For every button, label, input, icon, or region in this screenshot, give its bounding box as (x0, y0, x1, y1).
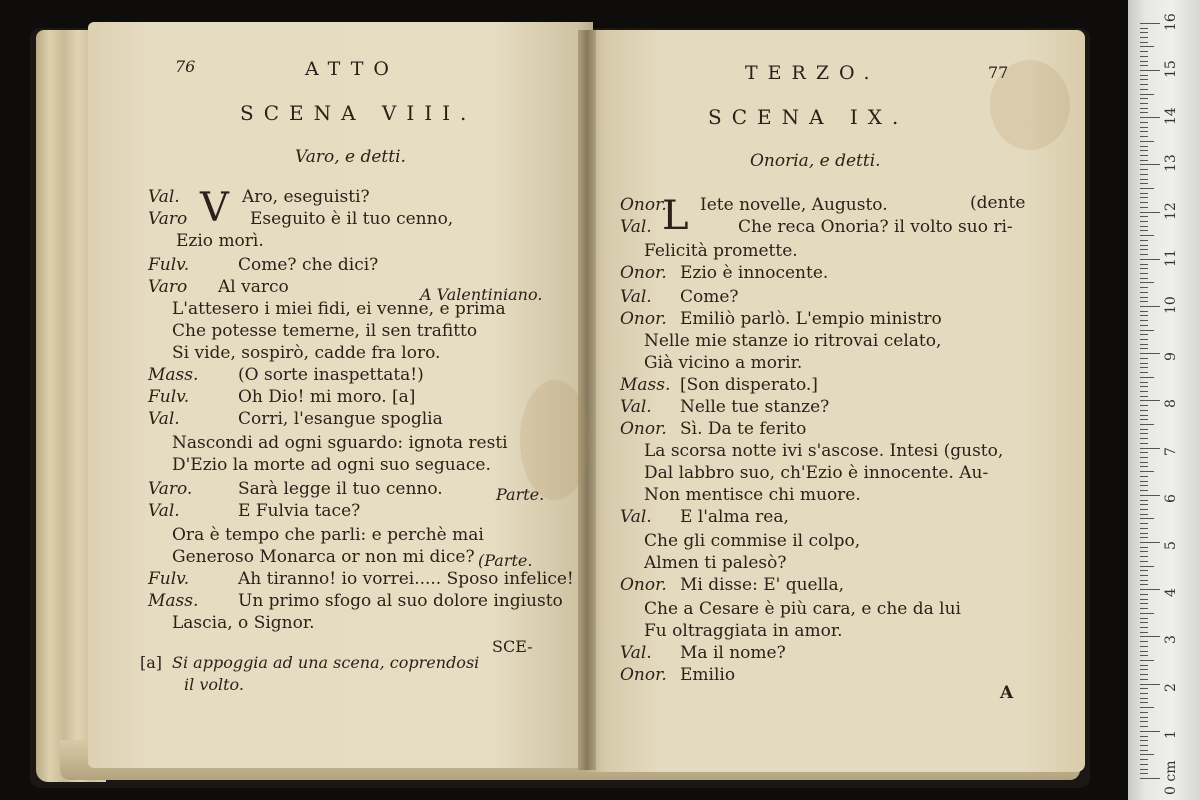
speaker-name: Fulv. (148, 255, 190, 275)
dialogue-line: Lascia, o Signor. (172, 613, 315, 633)
right-running-head: TERZO. (745, 62, 880, 84)
ruler-tick (1140, 764, 1148, 765)
ruler-tick (1140, 646, 1148, 647)
ruler-tick (1140, 669, 1148, 670)
ruler-tick (1140, 287, 1148, 288)
ruler-tick (1140, 580, 1148, 581)
ruler-tick (1140, 603, 1148, 604)
ruler-tick (1140, 301, 1148, 302)
ruler-tick (1140, 717, 1148, 718)
ruler-label: 11 (1163, 248, 1179, 267)
ruler-tick (1140, 188, 1154, 189)
ruler-tick (1140, 150, 1148, 151)
ruler-tick (1140, 183, 1148, 184)
ruler-tick (1140, 471, 1154, 472)
ruler-tick (1140, 622, 1148, 623)
ruler-tick (1140, 37, 1148, 38)
ruler-tick (1140, 490, 1148, 491)
ruler-tick (1140, 575, 1148, 576)
right-scene-heading: SCENA IX. (708, 105, 909, 129)
ruler-tick (1140, 410, 1148, 411)
ruler-tick (1140, 334, 1148, 335)
ruler-tick (1140, 197, 1148, 198)
ruler-tick (1140, 773, 1148, 774)
ruler-tick (1140, 566, 1154, 567)
dialogue-line: (O sorte inaspettata!) (238, 365, 424, 385)
ruler-label: 0 cm (1163, 760, 1179, 795)
ruler-tick (1140, 754, 1154, 755)
ruler-tick (1140, 306, 1160, 307)
ruler-tick (1140, 495, 1160, 496)
dialogue-line: Mi disse: E' quella, (680, 575, 844, 595)
dialogue-line: Come? (680, 287, 739, 307)
ruler-tick (1140, 348, 1148, 349)
ruler-tick (1140, 589, 1160, 590)
ruler-tick (1140, 481, 1148, 482)
ruler-tick (1140, 65, 1148, 66)
ruler-tick (1140, 698, 1148, 699)
ruler-tick (1140, 56, 1148, 57)
stage-direction: Parte. (496, 485, 545, 504)
ruler-tick (1140, 23, 1160, 24)
ruler-tick (1140, 75, 1148, 76)
ruler-tick (1140, 79, 1148, 80)
speaker-name: Mass. (148, 591, 199, 611)
ruler-tick (1140, 377, 1154, 378)
ruler-tick (1140, 282, 1154, 283)
ruler-tick (1140, 504, 1148, 505)
ruler-tick (1140, 547, 1148, 548)
speaker-name: Val. (620, 287, 652, 307)
dialogue-line: Dal labbro suo, ch'Ezio è innocente. Au- (644, 463, 989, 483)
speaker-name: Onor. (620, 263, 667, 283)
ruler-tick (1140, 315, 1148, 316)
ruler-tick (1140, 193, 1148, 194)
ruler-label: 7 (1163, 446, 1179, 456)
ruler-tick (1140, 424, 1154, 425)
ruler-label: 5 (1163, 541, 1179, 550)
dialogue-line: D'Ezio la morte ad ogni suo seguace. (172, 455, 491, 475)
ruler-tick (1140, 702, 1148, 703)
ruler-tick (1140, 264, 1148, 265)
ruler-tick (1140, 363, 1148, 364)
ruler-tick (1140, 570, 1148, 571)
catchword: SCE- (492, 637, 533, 656)
dialogue-line: L'attesero i miei fidi, ei venne, e prima (172, 299, 506, 319)
dialogue-line: E Fulvia tace? (238, 501, 361, 521)
dialogue-line: Che potesse temerne, il sen trafitto (172, 321, 478, 341)
ruler-tick (1140, 537, 1148, 538)
ruler-tick (1140, 556, 1148, 557)
ruler-label: 4 (1163, 588, 1179, 598)
speaker-name: Val. (148, 501, 180, 521)
dialogue-line: Ezio è innocente. (680, 263, 829, 283)
ruler-tick (1140, 259, 1160, 260)
ruler-tick (1140, 457, 1148, 458)
ruler-tick (1140, 249, 1148, 250)
dialogue-line: La scorsa notte ivi s'ascose. Intesi (gusto, (644, 441, 1004, 461)
dialogue-line: Ezio morì. (176, 231, 264, 251)
speaker-name: Varo (148, 209, 188, 229)
ruler-tick (1140, 122, 1148, 123)
ruler-tick (1140, 684, 1160, 685)
ruler-tick (1140, 651, 1148, 652)
ruler-tick (1140, 330, 1154, 331)
dialogue-line: Emilio (680, 665, 736, 685)
dialogue-line: Che reca Onoria? il volto suo ri- (738, 217, 1013, 237)
ruler-tick (1140, 278, 1148, 279)
speaker-name: Onor. (620, 575, 667, 595)
speaker-name: Onor. (620, 665, 667, 685)
ruler-tick (1140, 674, 1148, 675)
ruler-tick (1140, 462, 1148, 463)
speaker-name: Val. (148, 187, 180, 207)
ruler-tick (1140, 707, 1154, 708)
ruler-tick (1140, 372, 1148, 373)
ruler-tick (1140, 207, 1148, 208)
ruler-tick (1140, 89, 1148, 90)
ruler-label: 3 (1163, 635, 1179, 645)
ruler-tick (1140, 367, 1148, 368)
dialogue-line: Al varco (218, 277, 289, 297)
ruler-tick (1140, 448, 1160, 449)
ruler-tick (1140, 613, 1154, 614)
ruler-tick (1140, 759, 1148, 760)
ruler-tick (1140, 731, 1160, 732)
ruler-tick (1140, 618, 1148, 619)
ruler-tick (1140, 584, 1148, 585)
ruler-tick (1140, 112, 1148, 113)
drop-cap-V: V (200, 185, 229, 231)
ruler-tick (1140, 542, 1160, 543)
ruler-tick (1140, 127, 1148, 128)
ruler-tick (1140, 268, 1148, 269)
speaker-name: Val. (148, 409, 180, 429)
speaker-name: Val. (620, 217, 652, 237)
speaker-name: Val. (620, 507, 652, 527)
ruler-tick (1140, 358, 1148, 359)
dialogue-line: Nelle tue stanze? (680, 397, 830, 417)
dialogue-line: Felicità promette. (644, 241, 798, 261)
stage-direction: (Parte. (478, 551, 533, 570)
ruler-tick (1140, 292, 1148, 293)
ruler-label: 10 (1163, 296, 1179, 314)
footnote-text: Si appoggia ad una scena, coprendosi (172, 653, 480, 672)
ruler-label: 13 (1163, 154, 1179, 173)
ruler-tick (1140, 533, 1148, 534)
ruler-tick (1140, 769, 1148, 770)
ruler-tick (1140, 693, 1148, 694)
ruler-tick (1140, 679, 1148, 680)
ruler-tick (1140, 476, 1148, 477)
ruler-tick (1140, 627, 1148, 628)
ruler-tick (1140, 518, 1154, 519)
ruler-tick (1140, 164, 1160, 165)
ruler-label: 14 (1163, 107, 1179, 126)
ruler-tick (1140, 523, 1148, 524)
dialogue-line: Corri, l'esangue spoglia (238, 409, 443, 429)
ruler-tick (1140, 721, 1148, 722)
ruler-tick (1140, 429, 1148, 430)
ruler-label: 6 (1163, 493, 1179, 503)
ruler-tick (1140, 169, 1148, 170)
ruler-tick (1140, 382, 1148, 383)
dialogue-line: Fu oltraggiata in amor. (644, 621, 843, 641)
ruler-tick (1140, 179, 1148, 180)
ruler-tick (1140, 94, 1154, 95)
left-running-head: ATTO (305, 58, 399, 80)
dialogue-line: Non mentisce chi muore. (644, 485, 861, 505)
ruler-tick (1140, 745, 1148, 746)
ruler-tick (1140, 103, 1148, 104)
left-characters: Varo, e detti. (295, 147, 406, 167)
speaker-name: Onor. (620, 419, 667, 439)
footnote-mark: [a] (140, 653, 163, 672)
ruler-tick (1140, 320, 1148, 321)
ruler-tick (1140, 84, 1148, 85)
ruler-tick (1140, 297, 1148, 298)
ruler-tick (1140, 221, 1148, 222)
ruler-tick (1140, 599, 1148, 600)
ruler-tick (1140, 608, 1148, 609)
ruler-tick (1140, 353, 1160, 354)
ruler-tick (1140, 216, 1148, 217)
dialogue-line: [Son disperato.] (680, 375, 818, 395)
ruler-tick (1140, 202, 1148, 203)
left-page-number: 76 (175, 57, 196, 76)
ruler-tick (1140, 70, 1160, 71)
ruler-tick (1140, 452, 1148, 453)
ruler-tick (1140, 391, 1148, 392)
ruler-label: 12 (1163, 201, 1179, 220)
ruler-tick (1140, 712, 1148, 713)
speaker-name: Onor. (620, 195, 667, 215)
dialogue-line: Nascondi ad ogni sguardo: ignota resti (172, 433, 508, 453)
ruler-tick (1140, 235, 1154, 236)
ruler-tick (1140, 396, 1148, 397)
ruler-tick (1140, 405, 1148, 406)
right-page-number: 77 (988, 63, 1009, 82)
speaker-name: Fulv. (148, 569, 190, 589)
signature-mark: A (1000, 683, 1014, 703)
dialogue-line: Un primo sfogo al suo dolore ingiusto (238, 591, 563, 611)
speaker-name: Varo (148, 277, 188, 297)
speaker-name: Onor. (620, 309, 667, 329)
drop-cap-L: L (662, 193, 689, 239)
stage-direction: (dente (970, 193, 1026, 213)
ruler-tick (1140, 636, 1160, 637)
dialogue-line: Ma il nome? (680, 643, 786, 663)
ruler-tick (1140, 400, 1160, 401)
ruler-tick (1140, 108, 1148, 109)
ruler-tick (1140, 339, 1148, 340)
ruler-tick (1140, 32, 1148, 33)
ruler-tick (1140, 174, 1148, 175)
ruler-label: 15 (1163, 60, 1179, 78)
ruler-tick (1140, 688, 1148, 689)
ruler-tick (1140, 750, 1148, 751)
ruler-tick (1140, 514, 1148, 515)
ruler-tick (1140, 726, 1148, 727)
ruler-tick (1140, 325, 1148, 326)
dialogue-line: Che a Cesare è più cara, e che da lui (644, 599, 961, 619)
dialogue-line: Aro, eseguisti? (242, 187, 370, 207)
ruler-tick (1140, 46, 1154, 47)
dialogue-line: Ah tiranno! io vorrei..... Sposo infelice! (238, 569, 574, 589)
ruler-tick (1140, 131, 1148, 132)
speaker-name: Mass. (620, 375, 671, 395)
ruler-tick (1140, 117, 1160, 118)
dialogue-line: Oh Dio! mi moro. [a] (238, 387, 416, 407)
ruler-tick (1140, 273, 1148, 274)
right-characters: Onoria, e detti. (750, 151, 881, 171)
ruler-label: 1 (1163, 729, 1179, 739)
dialogue-line: Sì. Da te ferito (680, 419, 807, 439)
ruler-tick (1140, 660, 1154, 661)
ruler-label: 2 (1163, 682, 1179, 692)
ruler-tick (1140, 740, 1148, 741)
dialogue-line: Sarà legge il tuo cenno. (238, 479, 443, 499)
ruler-tick (1140, 466, 1148, 467)
ruler-tick (1140, 245, 1148, 246)
speaker-name: Val. (620, 397, 652, 417)
dialogue-line: Che gli commise il colpo, (644, 531, 861, 551)
ruler-tick (1140, 778, 1160, 779)
ruler-tick (1140, 736, 1148, 737)
dialogue-line: Come? che dici? (238, 255, 379, 275)
ruler-tick (1140, 655, 1148, 656)
stage-direction: A Valentiniano. (420, 285, 543, 304)
dialogue-line: Già vicino a morir. (644, 353, 803, 373)
ruler-tick (1140, 443, 1148, 444)
footnote-text: il volto. (184, 675, 244, 694)
ruler-tick (1140, 500, 1148, 501)
ruler-tick (1140, 212, 1160, 213)
ruler-label: 16 (1163, 12, 1179, 31)
ruler-label: 8 (1163, 399, 1179, 409)
ruler-tick (1140, 51, 1148, 52)
ruler-tick (1140, 438, 1148, 439)
ruler-tick (1140, 528, 1148, 529)
ruler-tick (1140, 344, 1148, 345)
dialogue-line: Emiliò parlò. L'empio ministro (680, 309, 942, 329)
ruler-tick (1140, 28, 1148, 29)
dialogue-line: E l'alma rea, (680, 507, 789, 527)
ruler-tick (1140, 136, 1148, 137)
ruler-tick (1140, 386, 1148, 387)
ruler-tick (1140, 485, 1148, 486)
speaker-name: Fulv. (148, 387, 190, 407)
speaker-name: Val. (620, 643, 652, 663)
ruler-tick (1140, 240, 1148, 241)
ruler-tick (1140, 665, 1148, 666)
ruler-tick (1140, 433, 1148, 434)
ruler-tick (1140, 226, 1148, 227)
ruler-tick (1140, 61, 1148, 62)
ruler-tick (1140, 141, 1154, 142)
ruler-tick (1140, 632, 1148, 633)
ruler-tick (1140, 641, 1148, 642)
dialogue-line: Nelle mie stanze io ritrovai celato, (644, 331, 942, 351)
ruler-tick (1140, 561, 1148, 562)
dialogue-line: Almen ti palesò? (644, 553, 787, 573)
left-scene-heading: SCENA VIII. (240, 101, 477, 125)
paper-stain (520, 380, 590, 500)
dialogue-line: Iete novelle, Augusto. (700, 195, 888, 215)
ruler-tick (1140, 415, 1148, 416)
dialogue-line: Ora è tempo che parli: e perchè mai (172, 525, 484, 545)
dialogue-line: Eseguito è il tuo cenno, (250, 209, 454, 229)
dialogue-line: Si vide, sospirò, cadde fra loro. (172, 343, 441, 363)
ruler-tick (1140, 98, 1148, 99)
ruler-tick (1140, 311, 1148, 312)
dialogue-line: Generoso Monarca or non mi dice? (172, 547, 475, 567)
speaker-name: Mass. (148, 365, 199, 385)
ruler-tick (1140, 155, 1148, 156)
ruler-tick (1140, 594, 1148, 595)
ruler-tick (1140, 160, 1148, 161)
ruler-tick (1140, 42, 1148, 43)
ruler-tick (1140, 230, 1148, 231)
ruler-tick (1140, 509, 1148, 510)
ruler-label: 9 (1163, 352, 1179, 362)
ruler-tick (1140, 419, 1148, 420)
ruler-tick (1140, 551, 1148, 552)
speaker-name: Varo. (148, 479, 193, 499)
ruler-tick (1140, 146, 1148, 147)
ruler-tick (1140, 254, 1148, 255)
